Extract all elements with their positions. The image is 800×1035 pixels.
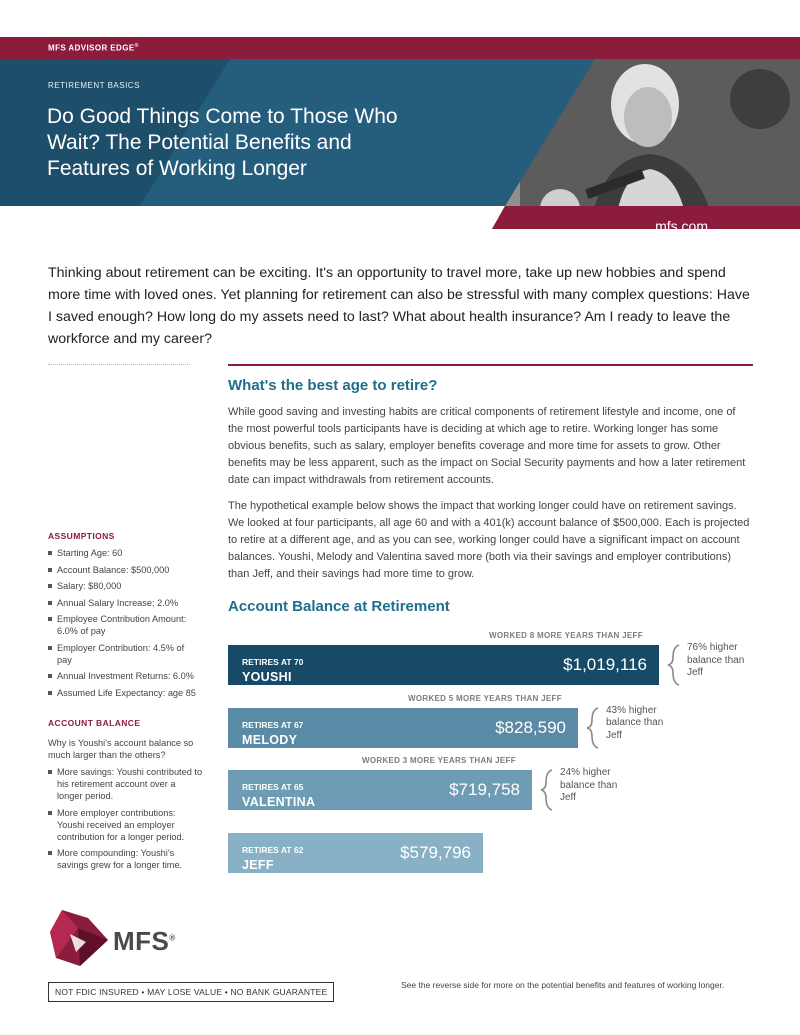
worked-more-years-label: WORKED 8 MORE YEARS THAN JEFF <box>489 631 643 640</box>
sidebar-divider <box>48 364 190 365</box>
retires-at-label: RETIRES AT 67 <box>242 719 304 730</box>
retires-at-label: RETIRES AT 62 <box>242 844 304 855</box>
comparison-note: 43% higher balance than Jeff <box>606 704 664 741</box>
list-item: Annual Salary Increase; 2.0% <box>48 597 208 609</box>
bar-youshi <box>228 645 659 685</box>
worked-more-years-label: WORKED 3 MORE YEARS THAN JEFF <box>362 756 516 765</box>
retires-at-label: RETIRES AT 70 <box>242 657 304 667</box>
list-item: Annual Investment Returns: 6.0% <box>48 670 208 682</box>
brace-icon <box>540 768 554 812</box>
hero-title-panel <box>0 59 800 206</box>
comparison-note: 76% higher balance than Jeff <box>687 642 745 678</box>
list-item: Salary: $80,000 <box>48 580 208 592</box>
hero-banner <box>0 59 800 246</box>
list-item: Account Balance: $500,000 <box>48 564 208 576</box>
assumptions-heading: ASSUMPTIONS <box>48 531 115 541</box>
page-title: Do Good Things Come to Those Who Wait? The Potential Benefits and Features of Working Longer <box>47 105 398 180</box>
brand-band <box>0 37 800 59</box>
list-item: Assumed Life Expectancy: age 85 <box>48 687 208 699</box>
account-balance-heading: ACCOUNT BALANCE <box>48 718 141 728</box>
list-item: More employer contributions: Youshi received an employer contribution for a longer period. <box>48 807 203 843</box>
balance-amount: $828,590 <box>495 717 566 737</box>
logo-wordmark: MFS® <box>113 926 176 956</box>
bar-valentina <box>228 770 532 810</box>
brace-icon <box>586 706 600 750</box>
logo-registered-mark: ® <box>169 933 176 943</box>
bar-melody <box>228 708 578 748</box>
worked-more-years-label: WORKED 5 MORE YEARS THAN JEFF <box>408 693 562 703</box>
section-divider <box>228 364 753 366</box>
intro-paragraph: Thinking about retirement can be exciting. It's an opportunity to travel more, take up new hobbies and spend more time with loved ones. Yet planning for retirement can also be stressful with many complex questions: Have I saved enough? How long do my assets need to last? What about health insurance? Am I ready to leave the workforce and my career? <box>48 265 750 347</box>
brand-registered-mark: ® <box>134 43 139 49</box>
brand-name: MFS ADVISOR EDGE® <box>48 43 139 53</box>
list-item: More compounding: Youshi's savings grew for a longer time. <box>48 847 203 871</box>
section-heading: What's the best age to retire? <box>228 377 438 394</box>
assumptions-list <box>48 547 208 703</box>
account-balance-question: Why is Youshi's account balance so much larger than the others? <box>48 738 194 760</box>
bar-jeff <box>228 833 483 873</box>
participant-name: JEFF <box>242 857 274 872</box>
retires-at-label: RETIRES AT 65 <box>242 782 304 792</box>
list-item: Employer Contribution: 4.5% of pay <box>48 642 188 666</box>
balance-amount: $579,796 <box>400 842 471 862</box>
body-paragraph-1: While good saving and investing habits are critical components of retirement lifestyle and income, one of the most powerful tools participants have is deciding at which age to retire. Working longer has some obvious benefits, such as salary, employer benefits coverage and more time for assets to grow. Other benefits may be less apparent, such as the impact on Social Security payments and how a later retirement date can impact withdrawals from retirement accounts. <box>228 406 746 486</box>
participant-name: YOUSHI <box>242 670 292 684</box>
list-item: Employee Contribution Amount: 6.0% of pay <box>48 613 208 637</box>
list-item: Starting Age: 60 <box>48 547 208 559</box>
balance-amount: $719,758 <box>449 780 520 799</box>
reverse-side-note: See the reverse side for more on the potential benefits and features of working longer. <box>401 980 725 990</box>
comparison-note: 24% higher balance than Jeff <box>560 767 618 803</box>
body-paragraph-2: The hypothetical example below shows the impact that working longer could have on retirement savings. We looked at four participants, all age 60 and with a 401(k) account balance of $500,000. Each is projected to retire at a different age, and as you can see, working longer could have a significant impact on account balances. Youshi, Melody and Valentina saved more (both via their savings and employer contributions) than Jeff, and their savings had more time to grow. <box>228 500 750 580</box>
eyebrow-label: RETIREMENT BASICS <box>48 81 140 90</box>
balance-amount: $1,019,116 <box>563 655 647 674</box>
account-balance-list <box>48 766 203 876</box>
brace-icon <box>667 643 681 687</box>
site-link[interactable]: mfs.com <box>655 218 708 234</box>
list-item: More savings: Youshi contributed to his retirement account over a longer period. <box>48 766 203 802</box>
participant-name: MELODY <box>242 732 298 747</box>
participant-name: VALENTINA <box>242 795 316 809</box>
chart-title: Account Balance at Retirement <box>228 598 450 615</box>
fdic-disclaimer: NOT FDIC INSURED • MAY LOSE VALUE • NO BANK GUARANTEE <box>48 982 334 1002</box>
